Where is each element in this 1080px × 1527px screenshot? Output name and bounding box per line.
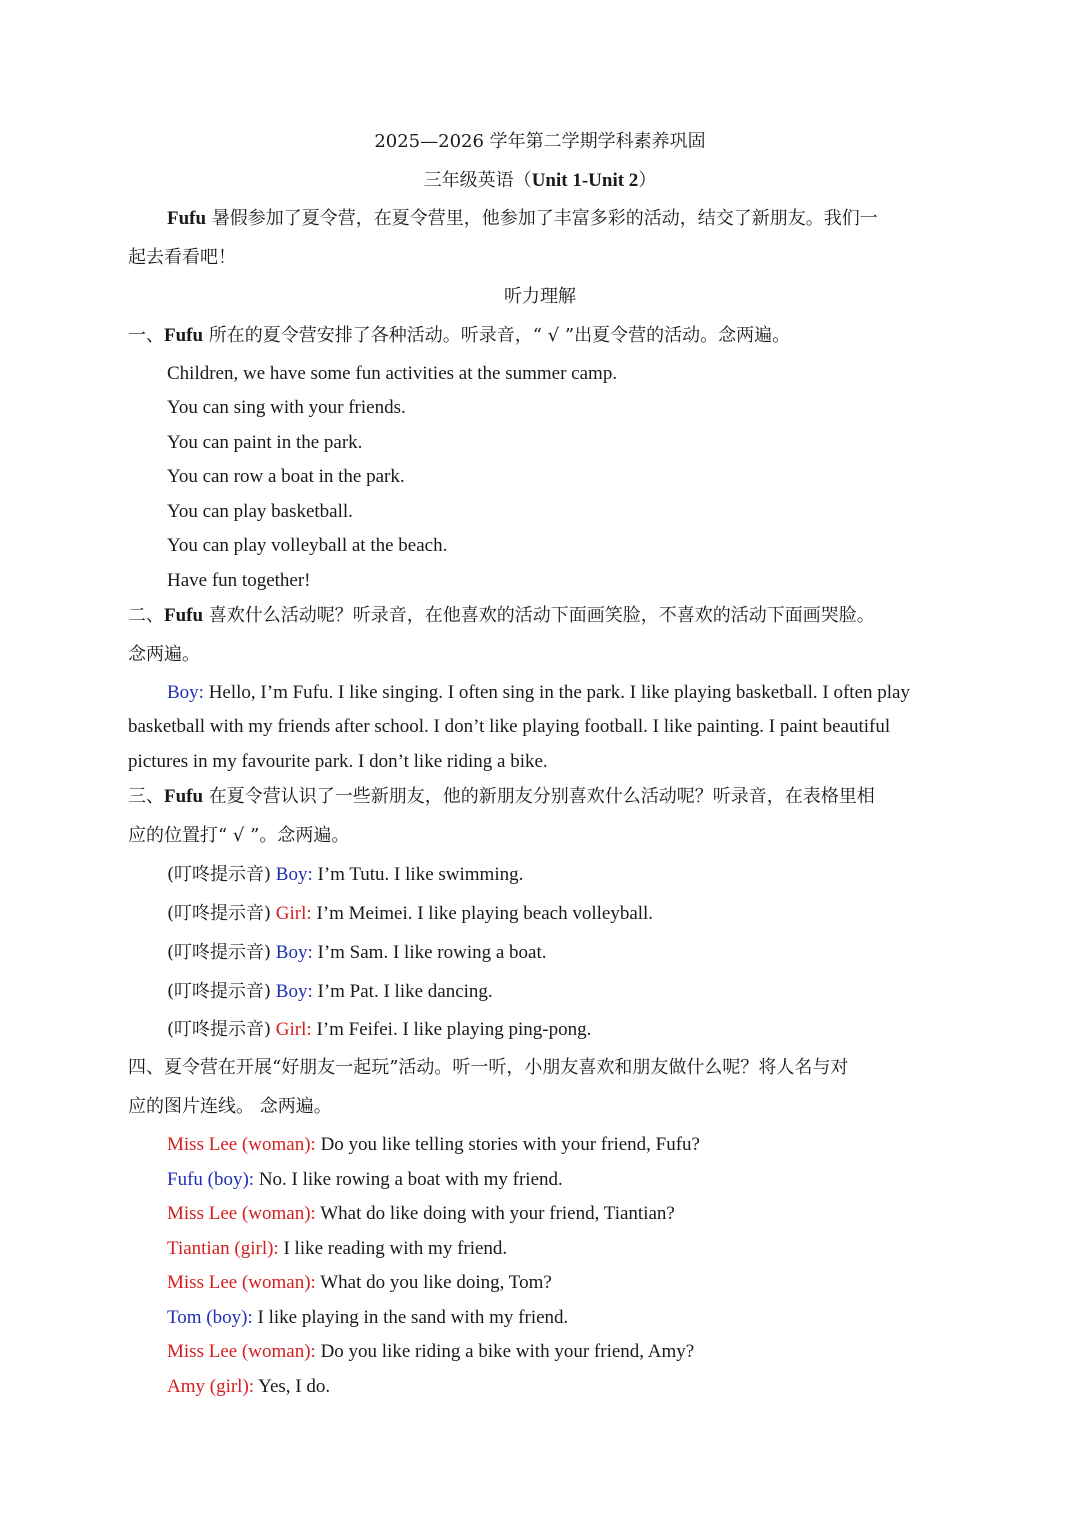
cue-text: (叮咚提示音)	[167, 903, 272, 924]
intro-line-2: 起去看看吧！	[128, 247, 236, 268]
speaker-label: Boy:	[167, 682, 204, 703]
q1-text: 所在的夏令营安排了各种活动。听录音，“ √ ”出夏令营的活动。念两遍。	[203, 325, 791, 346]
page-title: 2025—2026 学年第二学期学科素养巩固	[374, 131, 706, 152]
q4-text: 夏令营在开展“好朋友一起玩”活动。听一听，小朋友喜欢和朋友做什么呢？将人名与对	[164, 1057, 849, 1078]
line-text: No. I like rowing a boat with my friend.	[254, 1169, 563, 1190]
q1-script-line: You can play basketball.	[167, 501, 353, 522]
speaker-label: Boy:	[275, 981, 313, 1002]
q2-instruction-cont: 念两遍。	[128, 644, 200, 665]
q1-script-line: Children, we have some fun activities at the summer camp.	[167, 363, 618, 384]
speaker-label: Boy:	[275, 864, 313, 885]
q2-script-line: basketball with my friends after school. I don’t like playing football. I like painting. I paint beautiful	[128, 716, 891, 737]
speaker-label: Girl:	[275, 903, 312, 924]
q4-script-line	[167, 1306, 568, 1330]
q3-number: 三、	[128, 786, 164, 807]
speaker-label: Tiantian (girl):	[167, 1238, 279, 1259]
subtitle-close: ）	[638, 170, 657, 191]
q3-script-line	[167, 980, 493, 1004]
q4-instruction	[128, 1056, 848, 1080]
speaker-label: Girl:	[275, 1019, 312, 1040]
page-subtitle	[0, 169, 1080, 193]
q2-name: Fufu	[164, 605, 204, 626]
cue-text: (叮咚提示音)	[167, 981, 272, 1002]
q2-instruction	[128, 604, 875, 628]
q2-para-text: Hello, I’m Fufu. I like singing. I often sing in the park. I like playing basketball. I often play	[203, 682, 910, 703]
q3-script-line	[167, 1018, 591, 1042]
speaker-label: Amy (girl):	[167, 1376, 255, 1397]
speaker-label: Fufu (boy):	[167, 1169, 255, 1190]
q3-script-line	[167, 941, 547, 965]
q2-text: 喜欢什么活动呢？听录音，在他喜欢的活动下面画笑脸，不喜欢的活动下面画哭脸。	[203, 605, 875, 626]
line-text: Yes, I do.	[254, 1376, 331, 1397]
line-text: I like playing in the sand with my friend.	[252, 1307, 569, 1328]
q1-instruction	[128, 324, 790, 348]
q1-name: Fufu	[164, 325, 204, 346]
q1-script-line: You can sing with your friends.	[167, 397, 406, 418]
q3-script-line	[167, 863, 523, 887]
line-text: What do like doing with your friend, Tiantian?	[315, 1203, 675, 1224]
speaker-label: Tom (boy):	[167, 1307, 253, 1328]
q3-instruction-cont: 应的位置打“ √ ”。念两遍。	[128, 825, 350, 846]
line-text: I’m Pat. I like dancing.	[312, 981, 493, 1002]
q3-name: Fufu	[164, 786, 204, 807]
q3-instruction	[128, 785, 875, 809]
line-text: Do you like riding a bike with your friend, Amy?	[315, 1341, 695, 1362]
q2-script-line	[167, 681, 910, 705]
q4-script-line	[167, 1202, 675, 1226]
q4-script-line	[167, 1237, 507, 1261]
speaker-label: Miss Lee (woman):	[167, 1341, 316, 1362]
cue-text: (叮咚提示音)	[167, 942, 272, 963]
q4-script-line	[167, 1375, 330, 1399]
q1-script-line: Have fun together!	[167, 570, 311, 591]
line-text: I like reading with my friend.	[278, 1238, 508, 1259]
q4-script-line	[167, 1340, 694, 1364]
line-text: I’m Tutu. I like swimming.	[312, 864, 524, 885]
speaker-label: Miss Lee (woman):	[167, 1134, 316, 1155]
speaker-label: Miss Lee (woman):	[167, 1203, 316, 1224]
q4-script-line	[167, 1271, 552, 1295]
q1-script-line: You can play volleyball at the beach.	[167, 535, 448, 556]
line-text: What do you like doing, Tom?	[315, 1272, 552, 1293]
line-text: I’m Feifei. I like playing ping-pong.	[311, 1019, 592, 1040]
intro-line-1	[167, 207, 878, 231]
q2-script-line: pictures in my favourite park. I don’t like riding a bike.	[128, 751, 548, 772]
q2-number: 二、	[128, 605, 164, 626]
q1-script-line: You can row a boat in the park.	[167, 466, 405, 487]
intro-text: 暑假参加了夏令营，在夏令营里，他参加了丰富多彩的活动，结交了新朋友。我们一	[206, 208, 878, 229]
q4-number: 四、	[128, 1057, 164, 1078]
intro-name: Fufu	[167, 208, 207, 229]
line-text: I’m Meimei. I like playing beach volleyball.	[311, 903, 654, 924]
q1-script-line: You can paint in the park.	[167, 432, 363, 453]
q4-instruction-cont: 应的图片连线。 念两遍。	[128, 1096, 332, 1117]
speaker-label: Boy:	[275, 942, 313, 963]
line-text: Do you like telling stories with your friend, Fufu?	[315, 1134, 700, 1155]
q4-script-line	[167, 1133, 700, 1157]
cue-text: (叮咚提示音)	[167, 1019, 272, 1040]
cue-text: (叮咚提示音)	[167, 864, 272, 885]
subtitle-unit: Unit 1-Unit 2	[531, 170, 639, 191]
q3-text: 在夏令营认识了一些新朋友，他的新朋友分别喜欢什么活动呢？听录音，在表格里相	[203, 786, 875, 807]
section-heading: 听力理解	[504, 286, 576, 307]
q3-script-line	[167, 902, 653, 926]
subtitle-grade: 三年级英语（	[423, 170, 532, 191]
line-text: I’m Sam. I like rowing a boat.	[312, 942, 547, 963]
q4-script-line	[167, 1168, 563, 1192]
speaker-label: Miss Lee (woman):	[167, 1272, 316, 1293]
q1-number: 一、	[128, 325, 164, 346]
